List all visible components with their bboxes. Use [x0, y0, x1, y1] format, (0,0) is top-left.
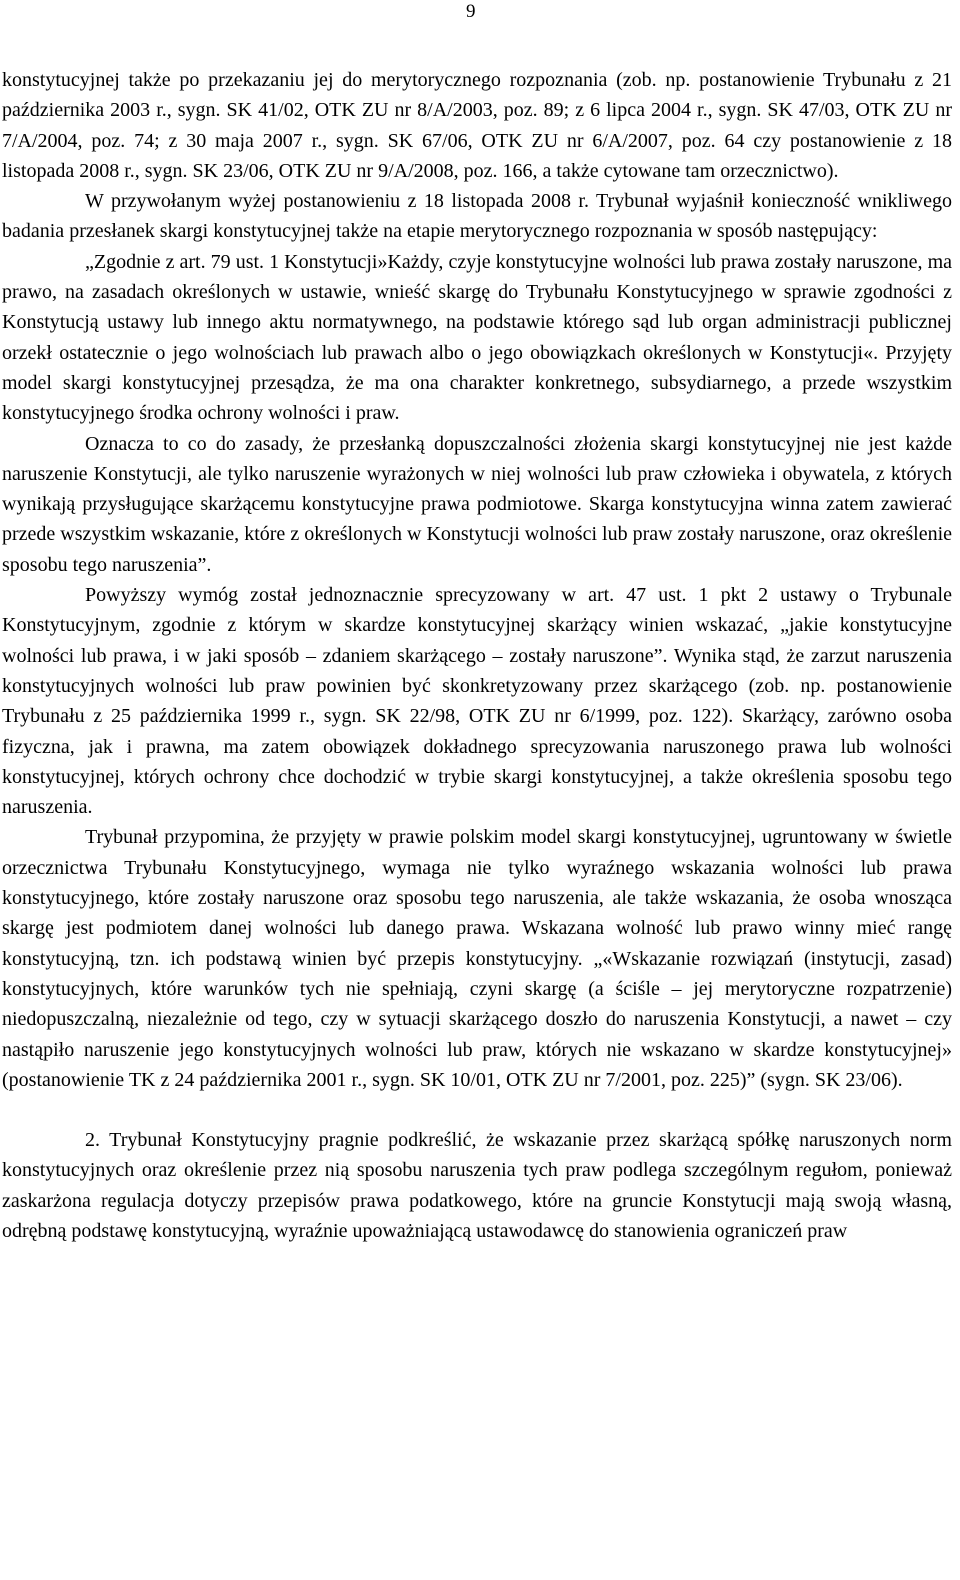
- document-body: [2, 65, 952, 1246]
- paragraph: Powyższy wymóg został jednoznacznie sprecyzowany w art. 47 ust. 1 pkt 2 ustawy o Trybunale Konstytucyjnym, zgodnie z którym w skardze konstytucyjnej skarżący winien wskazać, „jakie konstytucyjne wolności lub prawa, i w jaki sposób – zdaniem skarżącego – zostały naruszone”. Wynika stąd, że zarzut naruszenia konstytucyjnych wolności lub praw powinien być skonkretyzowany przez skarżącego (zob. np. postanowienie Trybunału z 25 października 1999 r., sygn. SK 22/98, OTK ZU nr 6/1999, poz. 122). Skarżący, zarówno osoba fizyczna, jak i prawna, ma zatem obowiązek dokładnego sprecyzowania naruszonego prawa lub wolności konstytucyjnej, których ochrony chce dochodzić w trybie skargi konstytucyjnej, a także określenia sposobu tego naruszenia.: [2, 584, 952, 819]
- paragraph-gap: [2, 1095, 952, 1125]
- paragraph-quote: „Zgodnie z art. 79 ust. 1 Konstytucji»Każdy, czyje konstytucyjne wolności lub prawa zostały naruszone, ma prawo, na zasadach określonych w ustawie, wnieść skargę do Trybunału Konstytucyjnego w sprawie zgodności z Konstytucją ustawy lub innego aktu normatywnego, na podstawie którego sąd lub organ administracji publicznej orzekł ostatecznie o jego wolnościach lub prawach albo o jego obowiązkach określonych w Konstytucji«. Przyjęty model skargi konstytucyjnej przesądza, że ma ona charakter konkretnego, subsydiarnego, a przede wszystkim konstytucyjnego środka ochrony wolności i praw.: [2, 250, 952, 425]
- paragraph: Oznacza to co do zasady, że przesłanką dopuszczalności złożenia skargi konstytucyjnej nie jest każde naruszenie Konstytucji, ale tylko naruszenie wyrażonych w niej wolności lub praw człowieka i obywatela, z których wynikają przysługujące skarżącemu konstytucyjne prawa podmiotowe. Skarga konstytucyjna winna zatem zawierać przede wszystkim wskazanie, które z określonych w Konstytucji wolności lub praw zostały naruszone, oraz określenie sposobu tego naruszenia”.: [2, 432, 952, 576]
- paragraph-section-2: 2. Trybunał Konstytucyjny pragnie podkreślić, że wskazanie przez skarżącą spółkę naruszonych norm konstytucyjnych oraz określenie przez nią sposobu naruszenia tych praw podlega szczególnym regułom, ponieważ zaskarżona regulacja dotyczy przepisów prawa podatkowego, które na gruncie Konstytucji mają swoją własną, odrębną podstawę konstytucyjną, wyraźnie upoważniającą ustawodawcę do stanowienia ograniczeń praw: [2, 1129, 952, 1242]
- page-number: 9: [466, 1, 476, 22]
- paragraph: Trybunał przypomina, że przyjęty w prawie polskim model skargi konstytucyjnej, ugruntowany w świetle orzecznictwa Trybunału Konstytucyjnego, wymaga nie tylko wyraźnego wskazania wolności lub prawa konstytucyjnego, które zostały naruszone oraz sposobu tego naruszenia, ale także wskazania, że osoba wnosząca skargę jest podmiotem danej wolności lub danego prawa. Wskazana wolność lub prawo winny mieć rangę konstytucyjną, tzn. ich podstawą winien być przepis konstytucyjny. „«Wskazanie rozwiązań (instytucji, zasad) konstytucyjnych, które warunków tych nie spełniają, czyni skargę (a ściśle – jej merytoryczne rozpatrzenie) niedopuszczalną, niezależnie od tego, czy w sytuacji skarżącego doszło do naruszenia Konstytucji, a nawet – czy nastąpiło naruszenie jego konstytucyjnych wolności lub praw, których nie wskazano w skardze konstytucyjnej» (postanowienie TK z 24 października 2001 r., sygn. SK 10/01, OTK ZU nr 7/2001, poz. 225)” (sygn. SK 23/06).: [2, 826, 952, 1091]
- paragraph-intro: W przywołanym wyżej postanowieniu z 18 listopada 2008 r. Trybunał wyjaśnił konieczność wnikliwego badania przesłanek skargi konstytucyjnej także na etapie merytorycznego rozpoznania w sposób następujący:: [2, 190, 952, 243]
- paragraph-continuation: konstytucyjnej także po przekazaniu jej do merytorycznego rozpoznania (zob. np. postanowienie Trybunału z 21 października 2003 r., sygn. SK 41/02, OTK ZU nr 8/A/2003, poz. 89; z 6 lipca 2004 r., sygn. SK 47/03, OTK ZU nr 7/A/2004, poz. 74; z 30 maja 2007 r., sygn. SK 67/06, OTK ZU nr 6/A/2007, poz. 64 czy postanowienie z 18 listopada 2008 r., sygn. SK 23/06, OTK ZU nr 9/A/2008, poz. 166, a także cytowane tam orzecznictwo).: [2, 69, 952, 182]
